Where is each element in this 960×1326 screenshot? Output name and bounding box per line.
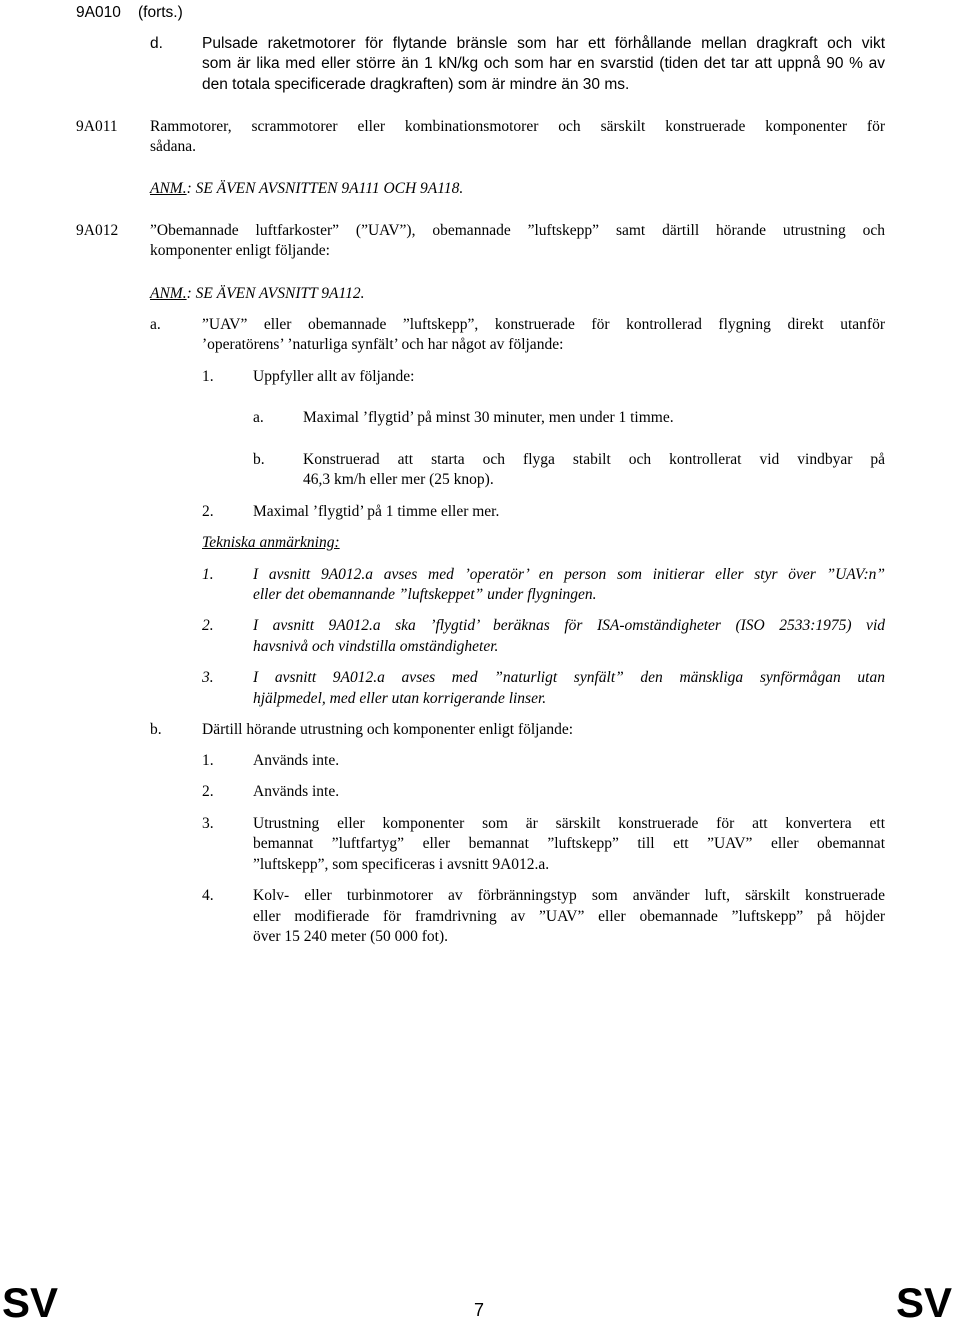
- item-a-line: ’operatörens’ ’naturliga synfält’ och har något av följande:: [202, 336, 564, 353]
- technical-note-heading: Tekniska anmärkning:: [202, 534, 340, 551]
- item-b-label: b.: [150, 721, 162, 738]
- note-9A012: [150, 283, 365, 304]
- section-text-line: komponenter enligt följande:: [150, 242, 330, 259]
- item-d-line: som är lika med eller större än 1 kN/kg och som har en svarstid (tiden det tar att uppnå 90 % av: [202, 55, 885, 72]
- item-a1a-label: a.: [253, 409, 264, 426]
- item-a1b-label: b.: [253, 451, 265, 468]
- tech-note-3-label: 3.: [202, 669, 214, 686]
- item-b1-label: 1.: [202, 752, 214, 769]
- section-code-9A012: 9A012: [76, 222, 119, 239]
- tech-note-1-label: 1.: [202, 566, 214, 583]
- item-d-label: d.: [150, 35, 163, 52]
- section-text-line: Rammotorer, scrammotorer eller kombinationsmotorer och särskilt konstruerade komponenter för: [150, 118, 885, 135]
- item-b2-text: Används inte.: [253, 783, 340, 800]
- note-label: ANM.: [150, 180, 187, 197]
- item-d-line: Pulsade raketmotorer för flytande bränsle som har ett förhållande mellan dragkraft och vikt: [202, 35, 885, 52]
- tech-note-2-line: I avsnitt 9A012.a ska ’flygtid’ beräknas för ISA-omständigheter (ISO 2533:1975) vid: [253, 617, 885, 634]
- note-label: ANM.: [150, 285, 187, 302]
- note-9A011: [150, 178, 463, 199]
- item-a1-text: Uppfyller allt av följande:: [253, 368, 415, 385]
- item-a-line: ”UAV” eller obemannade ”luftskepp”, konstruerade för kontrollerad flygning direkt utanför: [202, 316, 885, 333]
- item-a1b-line: 46,3 km/h eller mer (25 knop).: [303, 471, 494, 488]
- item-b4-line: Kolv- eller turbinmotorer av förbränningstyp som använder luft, särskilt konstruerade: [253, 887, 885, 904]
- section-text-line: sådana.: [150, 138, 197, 155]
- tech-note-1-line: I avsnitt 9A012.a avses med ’operatör’ en person som initierar eller styr över ”UAV:n”: [253, 566, 885, 583]
- item-d-line: den totala specificerade dragkraften) som är mindre än 30 ms.: [202, 76, 630, 93]
- footer-language-left: SV: [2, 1279, 59, 1326]
- item-b3-line: ”luftskepp”, som specificeras i avsnitt 9A012.a.: [253, 856, 550, 873]
- tech-note-3-line: I avsnitt 9A012.a avses med ”naturligt synfält” den mänskliga synförmågan utan: [253, 669, 885, 686]
- note-text: : SE ÄVEN AVSNITT 9A112.: [186, 285, 365, 302]
- item-a2-text: Maximal ’flygtid’ på 1 timme eller mer.: [253, 503, 500, 520]
- item-b3-line: Utrustning eller komponenter som är särskilt konstruerade för att konvertera ett: [253, 815, 885, 832]
- item-a2-label: 2.: [202, 503, 214, 520]
- item-b3-label: 3.: [202, 815, 214, 832]
- tech-note-2-line: havsnivå och vindstilla omständigheter.: [253, 638, 499, 655]
- item-b1-text: Används inte.: [253, 752, 340, 769]
- item-a-label: a.: [150, 316, 161, 333]
- note-text: : SE ÄVEN AVSNITTEN 9A111 OCH 9A118.: [186, 180, 464, 197]
- footer-language-right: SV: [896, 1279, 953, 1326]
- tech-note-3-line: hjälpmedel, med eller utan korrigerande linser.: [253, 690, 547, 707]
- section-text-line: ”Obemannade luftfarkoster” (”UAV”), obemannade ”luftskepp” samt därtill hörande utrustning och: [150, 222, 885, 239]
- item-a1b-line: Konstruerad att starta och flyga stabilt och kontrollerat vid vindbyar på: [303, 451, 885, 468]
- item-b4-line: eller modifierade för framdrivning av ”UAV” eller obemannade ”luftskepp” på höjder: [253, 908, 885, 925]
- continued-label: (forts.): [138, 4, 183, 21]
- item-b2-label: 2.: [202, 783, 214, 800]
- item-b3-line: bemannat ”luftfartyg” eller bemannat ”luftskepp” till ett ”UAV” eller obemannat: [253, 835, 885, 852]
- section-code-9A011: 9A011: [76, 118, 118, 135]
- section-code-9A010: 9A010: [76, 4, 121, 21]
- item-b4-label: 4.: [202, 887, 214, 904]
- page-number: 7: [474, 1300, 485, 1320]
- item-b-text: Därtill hörande utrustning och komponenter enligt följande:: [202, 721, 574, 738]
- tech-note-2-label: 2.: [202, 617, 214, 634]
- tech-note-1-line: eller det obemannande ”luftskeppet” under flygningen.: [253, 586, 597, 603]
- item-a1-label: 1.: [202, 368, 214, 385]
- item-b4-line: över 15 240 meter (50 000 fot).: [253, 928, 448, 945]
- item-a1a-text: Maximal ’flygtid’ på minst 30 minuter, men under 1 timme.: [303, 409, 674, 426]
